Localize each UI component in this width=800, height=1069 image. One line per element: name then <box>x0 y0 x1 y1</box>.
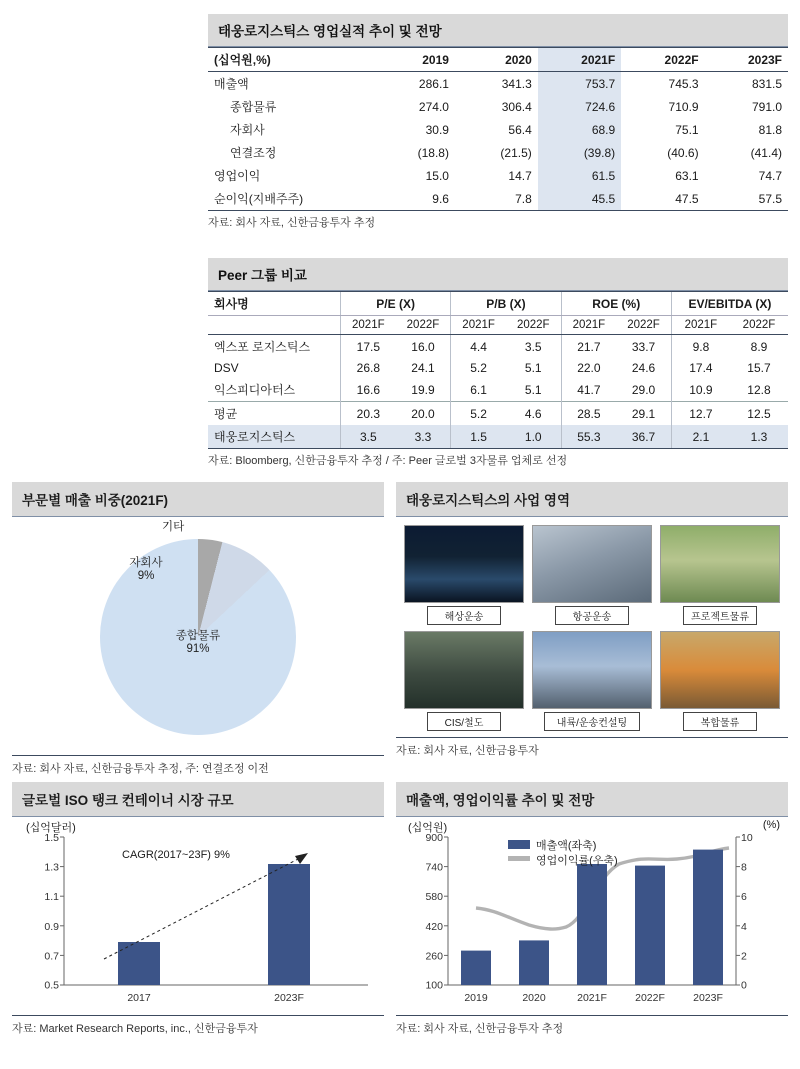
cell: 5.1 <box>524 361 542 375</box>
table2-group-pe: P/E (X) <box>341 292 451 316</box>
row-label: 순이익(지배주주) <box>208 187 372 211</box>
cell: (21.5) <box>500 145 532 160</box>
cell: 22.0 <box>561 358 616 378</box>
cell: 14.7 <box>508 168 532 183</box>
cell: 20.3 <box>341 402 396 426</box>
table1-col-2022f: 2022F <box>621 48 704 72</box>
cell: 5.1 <box>524 382 542 397</box>
iso-ytick-1.1: 1.1 <box>44 891 59 904</box>
table-row-highlight <box>208 425 788 449</box>
cell: 30.9 <box>425 122 449 137</box>
photo-cell <box>532 525 652 625</box>
row-label: 매출액 <box>214 77 249 91</box>
mix-bar-2023f <box>693 850 723 985</box>
table1-col-2023f: 2023F <box>705 48 788 72</box>
cell: 15.7 <box>747 361 771 375</box>
pie-panel-source: 자료: 회사 자료, 신한금융투자 추정, 주: 연결조정 이전 <box>12 755 384 776</box>
legend-swatch-revenue <box>508 840 530 849</box>
row-label: 평균 <box>208 402 341 426</box>
cell: (18.8) <box>417 145 449 160</box>
peer-comparison-table <box>208 291 788 449</box>
table1-source: 자료: 회사 자료, 신한금융투자 추정 <box>208 217 376 229</box>
cell: 36.7 <box>616 425 671 449</box>
air-transport-photo <box>532 525 652 603</box>
photo-caption: 항공운송 <box>555 606 629 625</box>
table1-title: 태웅로지스틱스 영업실적 추이 및 전망 <box>208 14 788 47</box>
operating-performance-table <box>208 47 788 211</box>
cell: 274.0 <box>418 99 449 114</box>
cell: 831.5 <box>751 76 782 91</box>
cell: 9.8 <box>671 335 730 359</box>
iso-panel-title: 글로벌 ISO 탱크 컨테이너 시장 규모 <box>12 782 384 817</box>
cell: 24.6 <box>631 361 656 375</box>
table2-name-header: 회사명 <box>208 292 341 316</box>
legend-swatch-opmargin <box>508 856 530 861</box>
mix-xtick-2020: 2020 <box>522 992 546 1004</box>
cell: 12.7 <box>671 402 730 426</box>
pie-label-sub <box>116 554 176 582</box>
cell: 16.0 <box>411 339 435 354</box>
table2-year-7: 2022F <box>730 316 788 335</box>
table-row <box>208 72 788 96</box>
cell: 1.5 <box>451 425 506 449</box>
pie-label-sub-text: 자회사 <box>129 557 163 569</box>
cell: 710.9 <box>668 99 699 114</box>
photo-caption: 내륙/운송컨설팅 <box>544 712 640 731</box>
cell: 791.0 <box>751 99 782 114</box>
cell: 5.2 <box>451 402 506 426</box>
cell: 12.8 <box>747 382 771 397</box>
cell: 63.1 <box>675 168 699 183</box>
row-label: 자회사 <box>230 123 265 137</box>
table1-col-2021f: 2021F <box>538 48 621 72</box>
table2-group-evebitda: EV/EBITDA (X) <box>671 292 788 316</box>
table-row <box>208 335 788 359</box>
mix-bar-2021f <box>577 864 607 985</box>
iso-ytick-0.9: 0.9 <box>44 920 59 933</box>
table-row <box>208 118 788 141</box>
cell: 29.0 <box>631 382 656 397</box>
table-row <box>208 95 788 118</box>
legend-label-revenue: 매출액(좌축) <box>536 840 597 852</box>
photo-caption: 복합물류 <box>683 712 757 731</box>
cell: 21.7 <box>561 335 616 359</box>
cell: 5.2 <box>451 358 506 378</box>
biz-panel-source: 자료: 회사 자료, 신한금융투자 <box>396 737 788 758</box>
cell: 55.3 <box>561 425 616 449</box>
table2-year-0: 2021F <box>341 316 396 335</box>
table2-year-5: 2022F <box>616 316 671 335</box>
cell: 19.9 <box>411 382 435 397</box>
row-label: 익스피디아터스 <box>214 383 296 397</box>
mix-rytick-10: 10 <box>741 832 753 844</box>
pie-chart <box>12 517 384 753</box>
photo-grid <box>396 517 788 735</box>
cell: (40.6) <box>667 145 699 160</box>
marine-transport-photo <box>404 525 524 603</box>
iso-panel-source: 자료: Market Research Reports, inc., 신한금융투자 <box>12 1015 384 1036</box>
photo-cell <box>660 631 780 731</box>
cell: 6.1 <box>451 378 506 402</box>
cell: 29.1 <box>616 402 671 426</box>
cell: 75.1 <box>675 122 699 137</box>
cell: 33.7 <box>631 339 656 354</box>
cell: 56.4 <box>508 122 532 137</box>
operating-performance-table-block <box>208 14 788 230</box>
row-label: 연결조정 <box>230 146 277 160</box>
table1-col-2019: 2019 <box>372 48 455 72</box>
cell: 17.4 <box>671 358 730 378</box>
photo-caption: 프로젝트물류 <box>683 606 757 625</box>
iso-ytick-0.7: 0.7 <box>44 950 59 963</box>
cell: 306.4 <box>501 99 532 114</box>
table-year-header-row <box>208 316 788 335</box>
iso-tank-market-panel <box>12 782 384 1036</box>
cell: 2.1 <box>671 425 730 449</box>
row-label: 엑스포 로지스틱스 <box>214 340 311 354</box>
mix-lytick-100: 100 <box>425 979 443 992</box>
cell: (41.4) <box>750 145 782 160</box>
table-header-row <box>208 48 788 72</box>
mix-lytick-420: 420 <box>425 920 443 933</box>
row-label: 태웅로지스틱스 <box>208 425 341 449</box>
cell: 57.5 <box>705 187 788 211</box>
legend-label-opmargin: 영업이익률(우축) <box>536 855 618 867</box>
cell: 3.5 <box>524 339 542 354</box>
mix-xtick-2021f: 2021F <box>577 992 607 1004</box>
cell: 61.5 <box>538 164 621 187</box>
table-row <box>208 378 788 402</box>
cis-rail-photo <box>404 631 524 709</box>
mix-lytick-260: 260 <box>425 950 443 963</box>
table-group-header-row <box>208 292 788 316</box>
mix-xtick-2022f: 2022F <box>635 992 665 1004</box>
table2-year-3: 2022F <box>506 316 561 335</box>
cell: 12.5 <box>730 402 788 426</box>
table-row-average <box>208 402 788 426</box>
row-label: 종합물류 <box>230 100 277 114</box>
revenue-mix-pie-panel <box>12 482 384 776</box>
table2-title: Peer 그룹 비교 <box>208 258 788 291</box>
table1-unit-header: (십억원,%) <box>208 48 372 72</box>
iso-annotation: CAGR(2017~23F) 9% <box>122 849 230 861</box>
photo-cell <box>404 525 524 625</box>
iso-bar-chart <box>12 817 384 1013</box>
mix-panel-source: 자료: 회사 자료, 신한금융투자 추정 <box>396 1015 788 1036</box>
iso-chart-svg <box>12 817 384 1013</box>
cell: 8.9 <box>750 339 768 354</box>
cell: 286.1 <box>418 76 449 91</box>
peer-comparison-table-block <box>208 258 788 468</box>
photo-caption: 해상운송 <box>427 606 501 625</box>
row-label: DSV <box>214 361 239 375</box>
photo-caption: CIS/철도 <box>427 712 501 731</box>
multimodal-logistics-photo <box>660 631 780 709</box>
cell: 9.6 <box>372 187 455 211</box>
photo-cell <box>660 525 780 625</box>
mix-xtick-2023f: 2023F <box>693 992 723 1004</box>
pie-label-main-text: 종합물류 <box>175 630 221 642</box>
pie-panel-title: 부문별 매출 비중(2021F) <box>12 482 384 517</box>
cell: 24.1 <box>411 361 435 375</box>
table2-year-1: 2022F <box>396 316 451 335</box>
table1-col-2020: 2020 <box>455 48 538 72</box>
revenue-opmargin-panel <box>396 782 788 1036</box>
mix-lytick-740: 740 <box>425 861 443 874</box>
cell: 4.6 <box>506 402 561 426</box>
pie-label-main <box>162 627 234 655</box>
mix-xtick-2019: 2019 <box>464 992 488 1004</box>
photo-cell <box>532 631 652 731</box>
cell: 724.6 <box>538 95 621 118</box>
cell: 1.3 <box>730 425 788 449</box>
cell: 1.0 <box>506 425 561 449</box>
iso-xtick-2017: 2017 <box>127 992 151 1004</box>
cell: 45.5 <box>538 187 621 211</box>
mix-rytick-0: 0 <box>741 979 747 992</box>
table2-year-6: 2021F <box>671 316 730 335</box>
table-row <box>208 164 788 187</box>
mix-bar-2020 <box>519 940 549 985</box>
biz-panel-title: 태웅로지스틱스의 사업 영역 <box>396 482 788 517</box>
table2-group-pb: P/B (X) <box>451 292 561 316</box>
table2-year-4: 2021F <box>561 316 616 335</box>
cell: 3.3 <box>396 425 451 449</box>
cell: 10.9 <box>671 378 730 402</box>
pie-label-etc: 기타 <box>162 521 185 533</box>
cell: 745.3 <box>668 76 699 91</box>
revenue-opmargin-chart <box>396 817 788 1013</box>
mix-bar-2022f <box>635 866 665 985</box>
cell: 26.8 <box>341 358 396 378</box>
mix-rytick-2: 2 <box>741 950 747 963</box>
mix-bar-2019 <box>461 951 491 985</box>
mix-rytick-4: 4 <box>741 920 747 933</box>
business-area-panel <box>396 482 788 758</box>
cell: 20.0 <box>396 402 451 426</box>
table2-source: 자료: Bloomberg, 신한금융투자 추정 / 주: Peer 글로벌 3자물류 업체로 선정 <box>208 455 568 467</box>
iso-unit-label: (십억달러) <box>26 822 76 834</box>
mix-rytick-8: 8 <box>741 861 747 874</box>
cell: 28.5 <box>561 402 616 426</box>
table2-group-roe: ROE (%) <box>561 292 671 316</box>
cell: 15.0 <box>425 168 449 183</box>
row-label: 영업이익 <box>214 169 261 183</box>
mix-lytick-580: 580 <box>425 891 443 904</box>
table-row <box>208 358 788 378</box>
cell: 16.6 <box>341 378 396 402</box>
cell: 341.3 <box>501 76 532 91</box>
mix-right-unit-label: (%) <box>762 819 780 831</box>
project-logistics-photo <box>660 525 780 603</box>
cell: 17.5 <box>341 335 396 359</box>
table2-year-2: 2021F <box>451 316 506 335</box>
cell: 41.7 <box>561 378 616 402</box>
pie-label-main-value: 91% <box>186 643 210 655</box>
iso-bar-2023f <box>268 864 310 985</box>
table-row <box>208 141 788 164</box>
cell: 3.5 <box>341 425 396 449</box>
photo-cell <box>404 631 524 731</box>
table-row <box>208 187 788 211</box>
cell: 47.5 <box>621 187 704 211</box>
mix-left-unit-label: (십억원) <box>408 822 448 834</box>
iso-bar-2017 <box>118 942 160 985</box>
iso-ytick-1.3: 1.3 <box>44 861 59 874</box>
pie-label-sub-value: 9% <box>137 570 155 582</box>
mix-rytick-6: 6 <box>741 891 747 904</box>
iso-ytick-1.5: 1.5 <box>44 832 59 844</box>
mix-panel-title: 매출액, 영업이익률 추이 및 전망 <box>396 782 788 817</box>
iso-ytick-0.5: 0.5 <box>44 979 59 992</box>
mix-lytick-900: 900 <box>425 832 443 844</box>
inland-consulting-photo <box>532 631 652 709</box>
cell: (39.8) <box>538 141 621 164</box>
cell: 68.9 <box>538 118 621 141</box>
cell: 81.8 <box>758 122 782 137</box>
cell: 4.4 <box>451 335 506 359</box>
cell: 74.7 <box>758 168 782 183</box>
cell: 753.7 <box>538 72 621 96</box>
cell: 7.8 <box>455 187 538 211</box>
iso-xtick-2023f: 2023F <box>274 992 304 1004</box>
